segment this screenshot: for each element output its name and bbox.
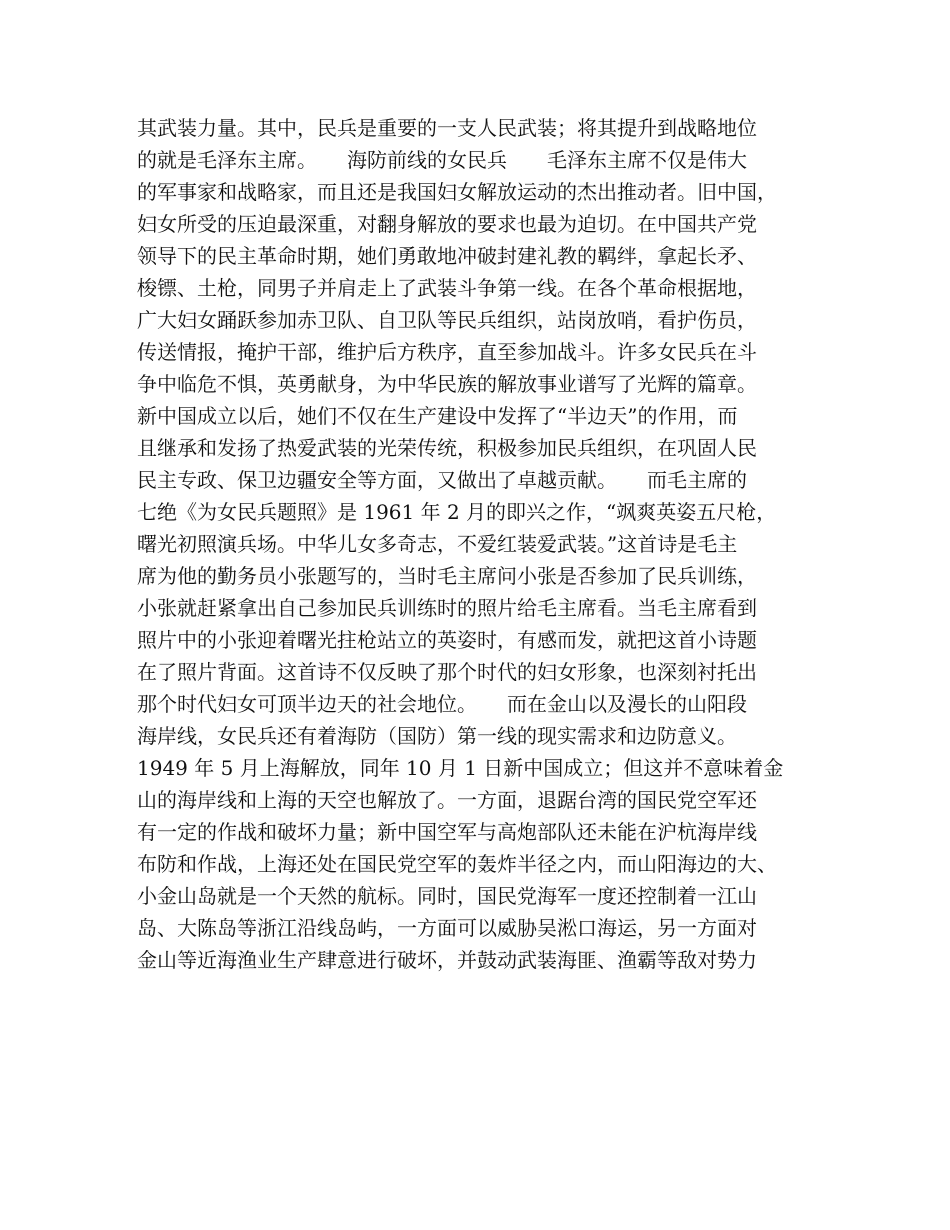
- text-line: 小张就赶紧拿出自己参加民兵训练时的照片给毛主席看。当毛主席看到: [137, 596, 757, 620]
- text-line: 布防和作战，上海还处在国民党空军的轰炸半径之内，而山阳海边的大、: [137, 852, 777, 876]
- text-line: 海岸线，女民兵还有着海防（国防）第一线的现实需求和边防意义。: [137, 724, 737, 748]
- text-line: 新中国成立以后，她们不仅在生产建设中发挥了“半边天”的作用，而: [137, 404, 738, 428]
- text-line: 在了照片背面。这首诗不仅反映了那个时代的妇女形象，也深刻衬托出: [137, 660, 757, 684]
- text-line: 小金山岛就是一个天然的航标。同时，国民党海军一度还控制着一江山: [137, 884, 757, 908]
- text-line: 广大妇女踊跃参加赤卫队、自卫队等民兵组织，站岗放哨，看护伤员，: [137, 308, 757, 332]
- text-line: 的就是毛泽东主席。 海防前线的女民兵 毛泽东主席不仅是伟大: [137, 148, 747, 172]
- text-line: 且继承和发扬了热爱武装的光荣传统，积极参加民兵组织，在巩固人民: [137, 436, 757, 460]
- text-line: 岛、大陈岛等浙江沿线岛屿，一方面可以威胁吴淞口海运，另一方面对: [137, 916, 757, 940]
- text-line: 的军事家和战略家，而且还是我国妇女解放运动的杰出推动者。旧中国，: [137, 180, 777, 204]
- text-line: 曙光初照演兵场。中华儿女多奇志，不爱红装爱武装。”这首诗是毛主: [137, 532, 738, 556]
- body-text: [137, 112, 827, 976]
- text-line: 领导下的民主革命时期，她们勇敢地冲破封建礼教的羁绊，拿起长矛、: [137, 244, 757, 268]
- text-line: 传送情报，掩护干部，维护后方秩序，直至参加战斗。许多女民兵在斗: [137, 340, 757, 364]
- text-line: 山的海岸线和上海的天空也解放了。一方面，退踞台湾的国民党空军还: [137, 788, 757, 812]
- text-line: 金山等近海渔业生产肆意进行破坏，并鼓动武装海匪、渔霸等敌对势力: [137, 948, 757, 972]
- text-line: 争中临危不惧，英勇献身，为中华民族的解放事业谱写了光辉的篇章。: [137, 372, 757, 396]
- text-line: 民主专政、保卫边疆安全等方面，又做出了卓越贡献。 而毛主席的: [137, 468, 747, 492]
- text-line: 1949 年 5 月上海解放，同年 10 月 1 日新中国成立；但这并不意味着金: [137, 756, 784, 780]
- text-line: 七绝《为女民兵题照》是 1961 年 2 月的即兴之作，“飒爽英姿五尺枪，: [137, 500, 777, 524]
- text-line: 那个时代妇女可顶半边天的社会地位。 而在金山以及漫长的山阳段: [137, 692, 747, 716]
- text-line: 席为他的勤务员小张题写的，当时毛主席问小张是否参加了民兵训练，: [137, 564, 757, 588]
- text-line: 有一定的作战和破坏力量；新中国空军与高炮部队还未能在沪杭海岸线: [137, 820, 757, 844]
- text-line: 妇女所受的压迫最深重，对翻身解放的要求也最为迫切。在中国共产党: [137, 212, 757, 236]
- text-line: 其武装力量。其中，民兵是重要的一支人民武装；将其提升到战略地位: [137, 116, 757, 140]
- text-line: 梭镖、土枪，同男子并肩走上了武装斗争第一线。在各个革命根据地，: [137, 276, 757, 300]
- text-line: 照片中的小张迎着曙光拄枪站立的英姿时，有感而发，就把这首小诗题: [137, 628, 757, 652]
